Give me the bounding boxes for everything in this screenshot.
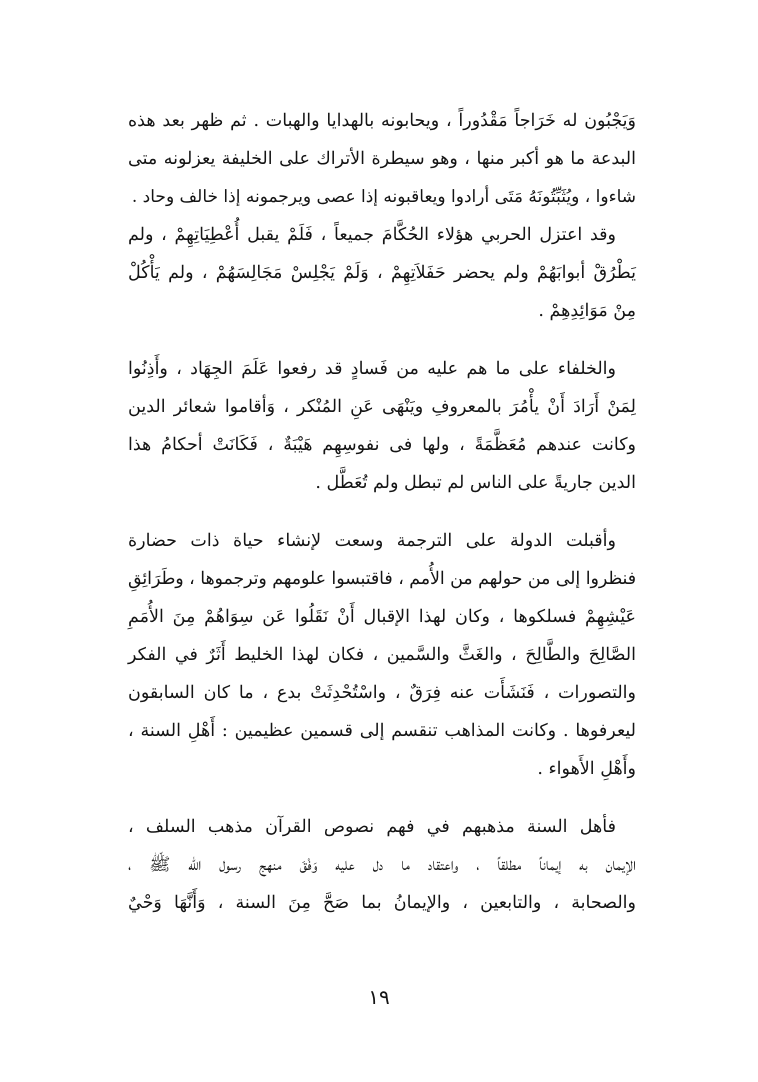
text-line: والصحابة ، والتابعين ، والإيمانُ بما صَحَّ مِنَ السنة ، وَأَنَّهَا وَحْيٌ bbox=[128, 893, 636, 913]
text-line: الصَّالِحَ والطَّالِحَ ، والغَثَّ والسَّمين ، فكان لهذا الخليط أَثَرٌ في الفكر bbox=[128, 645, 636, 665]
text-line: شاءوا ، ويُثَبِّتُونَهُ مَتَى أرادوا ويعاقبونه إذا عصى ويرجمونه إذا خالف وحاد . bbox=[131, 187, 636, 207]
paragraph bbox=[128, 102, 636, 216]
text-line: وَيَجْبُون له خَرَاجاً مَقْدُوراً ، ويحابونه بالهدايا والهبات . ثم ظهر بعد هذه bbox=[128, 111, 636, 131]
text-line: عَيْشِهِمْ فسلكوها ، وكان لهذا الإقبال أَنْ نَقَلُوا عَن سِوَاهُمْ مِنَ الأُمَمِ bbox=[128, 607, 636, 627]
page-body bbox=[128, 102, 636, 922]
text-line: مِنْ مَوَائِدِهِمْ . bbox=[538, 301, 636, 321]
paragraph-gap bbox=[128, 788, 636, 808]
paragraph bbox=[128, 350, 636, 502]
text-line: وأَهْلِ الأَهواء . bbox=[537, 759, 636, 779]
paragraph-gap bbox=[128, 502, 636, 522]
paragraph bbox=[128, 522, 636, 788]
text-line: لِمَنْ أَرَادَ أَنْ يأْمُرَ بالمعروفِ ويَنْهَى عَنِ المُنْكر ، وَأقاموا شعائر الدين bbox=[128, 397, 636, 417]
paragraph bbox=[128, 216, 636, 330]
text-line: والتصورات ، فَنَشَأَت عنه فِرَقٌ ، واسْتُحْدِثَتْ بدع ، ما كان السابقون bbox=[128, 683, 636, 703]
text-line: ليعرفوها . وكانت المذاهب تنقسم إلى قسمين عظيمين : أَهْلِ السنة ، bbox=[128, 721, 636, 741]
paragraph-gap bbox=[128, 330, 636, 350]
text-line: والخلفاء على ما هم عليه من فَسادٍ قد رفعوا عَلَمَ الجِهَاد ، وأَذِنُوا bbox=[128, 359, 616, 379]
text-line: الإيمان به إيماناً مطلقاً ، واعتقاد ما دل عليه وَفْقَ منهج رسول الله ﷺ ، bbox=[128, 855, 636, 875]
text-line: وأقبلت الدولة على الترجمة وسعت لإنشاء حياة ذات حضارة bbox=[128, 531, 616, 551]
text-line: البدعة ما هو أكبر منها ، وهو سيطرة الأتراك على الخليفة يعزلونه متى bbox=[128, 149, 636, 169]
text-line: فنظروا إلى من حولهم من الأُمم ، فاقتبسوا علومهم وترجموها ، وطَرَائِقِ bbox=[128, 569, 636, 589]
text-line: فأهل السنة مذهبهم في فهم نصوص القرآن مذهب السلف ، bbox=[128, 817, 616, 837]
text-line: يَطْرُقْ أبوابَهُمْ ولم يحضر حَفَلاَتِهِمْ ، وَلَمْ يَجْلِسْ مَجَالِسَهُمْ ، ولم يَأْكُلْ bbox=[128, 263, 636, 283]
text-line: وقد اعتزل الحربي هؤلاء الحُكَّامَ جميعاً ، فَلَمْ يقبل أُعْطِيَاتِهِمْ ، ولم bbox=[128, 225, 616, 245]
text-line: وكانت عندهم مُعَظَّمَةً ، ولها فى نفوسِهِم هَيْبَةٌ ، فَكَانَتْ أحكامُ هذا bbox=[128, 435, 636, 455]
text-line: الدين جاريةً على الناس لم تبطل ولم تُعَطَّل . bbox=[315, 473, 636, 493]
page-number: ١٩ bbox=[368, 985, 390, 1009]
paragraph bbox=[128, 808, 636, 922]
